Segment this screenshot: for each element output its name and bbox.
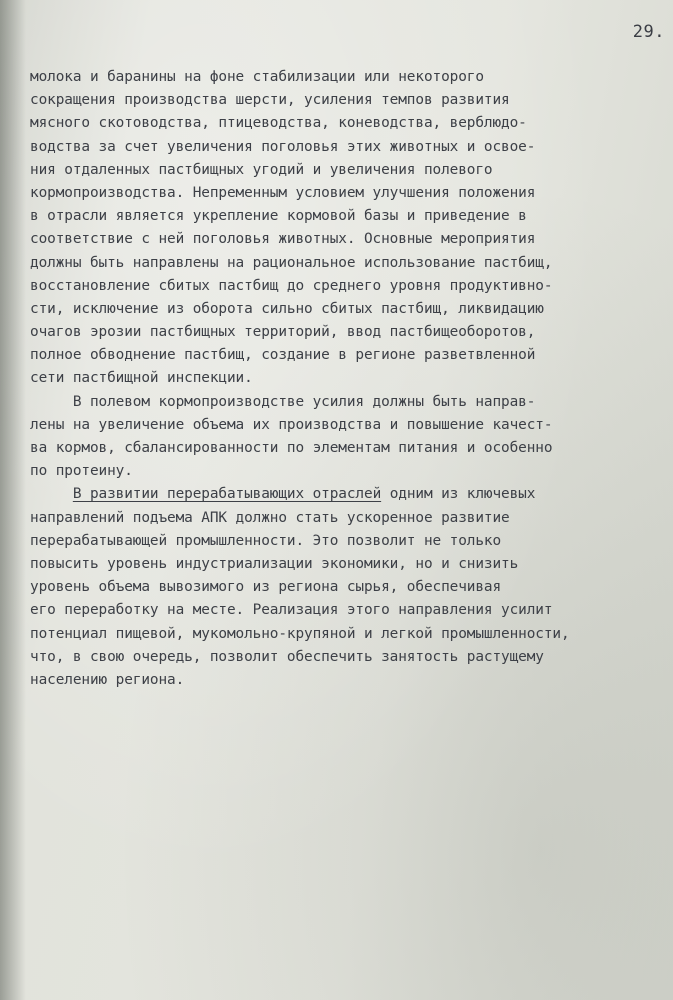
text-line: молока и баранины на фоне стабилизации или некоторого	[30, 69, 484, 85]
text-line: уровень объема вывозимого из региона сырья, обеспечивая	[30, 579, 502, 596]
page-edge-shadow	[0, 0, 26, 1000]
text-line: В полевом кормопроизводстве усилия должны быть направ-	[30, 393, 536, 410]
body-text	[30, 66, 670, 692]
text-line: сокращения производства шерсти, усиления темпов развития	[30, 92, 510, 109]
text-line: его переработку на месте. Реализация этого направления усилит	[30, 602, 553, 619]
text-line: потенциал пищевой, мукомольно-крупяной и легкой промышленности,	[30, 625, 570, 642]
text-line: ва кормов, сбалансированности по элементам питания и особенно	[30, 440, 553, 456]
text-line-underlined-heading	[30, 483, 670, 506]
text-line: соответствие с ней поголовья животных. Основные мероприятия	[30, 231, 536, 248]
text-line: что, в свою очередь, позволит обеспечить занятость растущему	[30, 648, 544, 665]
text-line: должны быть направлены на рациональное использование пастбищ,	[30, 254, 553, 271]
text-line: мясного скотоводства, птицеводства, коневодства, верблюдо-	[30, 115, 527, 132]
page-number: 29.	[632, 22, 665, 42]
underlined-phrase: В развитии перерабатывающих отраслей	[72, 486, 382, 503]
text-line: ния отдаленных пастбищных угодий и увеличения полевого	[30, 161, 493, 178]
paragraph-indent	[30, 486, 73, 502]
text-line: сети пастбищной инспекции.	[30, 370, 253, 387]
text-line: очагов эрозии пастбищных территорий, ввод пастбищеоборотов,	[30, 324, 536, 341]
text-line: повысить уровень индустриализации экономики, но и снизить	[30, 555, 519, 572]
text-line: перерабатывающей промышленности. Это позволит не только	[30, 532, 502, 549]
text-line: в отрасли является укрепление кормовой базы и приведение в	[30, 208, 527, 225]
text-line: кормопроизводства. Непременным условием улучшения положения	[30, 184, 536, 201]
text-line: по протеину.	[30, 463, 133, 480]
text-line: направлений подъема АПК должно стать ускоренное развитие	[30, 509, 510, 526]
text-line: водства за счет увеличения поголовья этих животных и освое-	[30, 138, 536, 155]
text-line: лены на увеличение объема их производства и повышение качест-	[30, 416, 553, 433]
text-line: сти, исключение из оборота сильно сбитых пастбищ, ликвидацию	[30, 300, 544, 317]
line-continuation: одним из ключевых	[381, 486, 536, 503]
text-line: восстановление сбитых пастбищ до среднего уровня продуктивно-	[30, 277, 553, 294]
text-line: полное обводнение пастбищ, создание в регионе разветвленной	[30, 347, 536, 364]
text-line: населению региона.	[30, 671, 185, 688]
